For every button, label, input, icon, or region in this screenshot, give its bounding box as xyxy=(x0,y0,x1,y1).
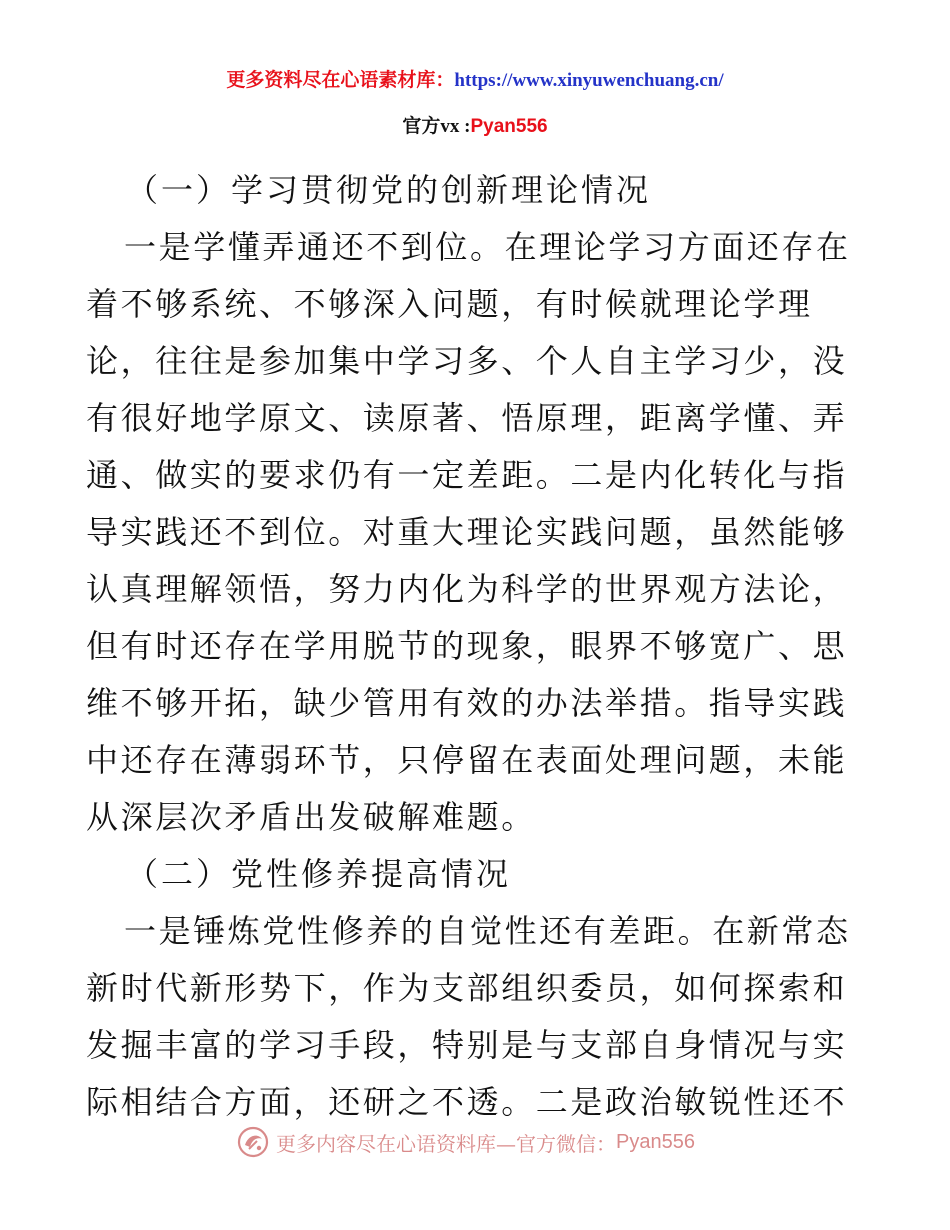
paragraph-line: 一是锤炼党性修养的自觉性还有差距。在新常态 xyxy=(124,912,851,950)
paragraph-line: 认真理解领悟，努力内化为科学的世界观方法论， xyxy=(86,570,848,608)
paragraph-line: 发掘丰富的学习手段，特别是与支部自身情况与实 xyxy=(86,1026,848,1064)
section-heading: （一）学习贯彻党的创新理论情况 xyxy=(126,171,652,209)
footer-text: 更多内容尽在心语资料库—官方微信： xyxy=(276,1131,616,1156)
header-contact-id: Pyan556 xyxy=(470,116,548,137)
header-contact-label: 官方vx : xyxy=(402,116,471,137)
section-heading: （二）党性修养提高情况 xyxy=(126,855,512,893)
header-promo-link[interactable]: https://www.xinyuwenchuang.cn/ xyxy=(454,70,724,91)
header-promo-line xyxy=(0,66,950,95)
xinyu-logo-icon xyxy=(236,1125,270,1159)
paragraph-line: 着不够系统、不够深入问题，有时候就理论学理 xyxy=(86,285,813,323)
paragraph-line: 维不够开拓，缺少管用有效的办法举措。指导实践 xyxy=(86,684,848,722)
paragraph-line: 一是学懂弄通还不到位。在理论学习方面还存在 xyxy=(124,228,851,266)
paragraph-line: 但有时还存在学用脱节的现象，眼界不够宽广、思 xyxy=(86,627,848,665)
header-promo-text: 更多资料尽在心语素材库： xyxy=(226,69,455,91)
paragraph-line: 际相结合方面，还研之不透。二是政治敏锐性还不 xyxy=(86,1083,848,1121)
paragraph-line: 论，往往是参加集中学习多、个人自主学习少，没 xyxy=(86,342,848,380)
header-contact-line xyxy=(0,112,950,141)
paragraph-line: 中还存在薄弱环节，只停留在表面处理问题，未能 xyxy=(86,741,848,779)
paragraph-line: 从深层次矛盾出发破解难题。 xyxy=(86,798,536,836)
footer-id: Pyan556 xyxy=(616,1130,695,1153)
document-body xyxy=(86,162,851,1131)
footer-watermark xyxy=(236,1124,695,1160)
paragraph-line: 通、做实的要求仍有一定差距。二是内化转化与指 xyxy=(86,456,848,494)
paragraph-line: 导实践还不到位。对重大理论实践问题，虽然能够 xyxy=(86,513,848,551)
paragraph-line: 有很好地学原文、读原著、悟原理，距离学懂、弄 xyxy=(86,399,848,437)
paragraph-line: 新时代新形势下，作为支部组织委员，如何探索和 xyxy=(86,969,848,1007)
